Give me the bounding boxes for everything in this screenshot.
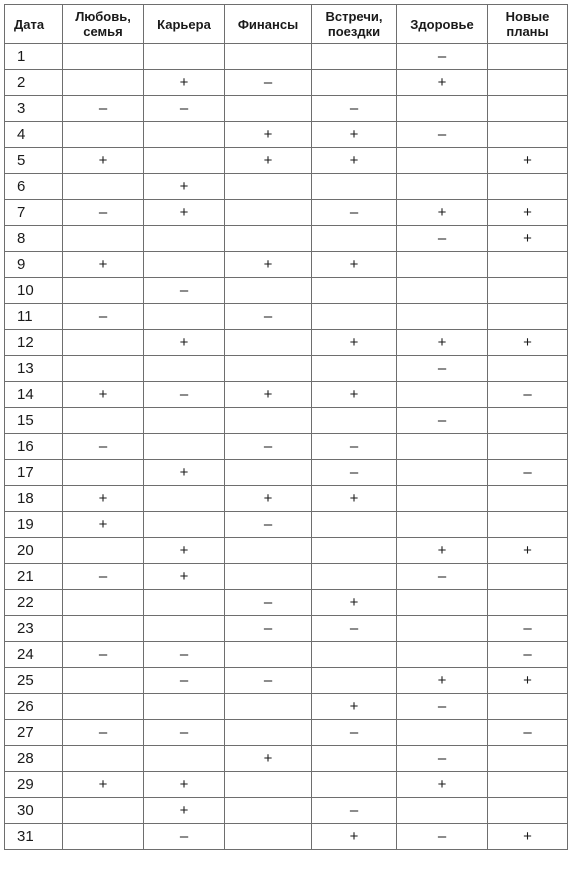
cell-new-plans: + xyxy=(488,824,568,850)
cell-health xyxy=(397,616,488,642)
cell-finance: – xyxy=(225,590,312,616)
cell-new-plans xyxy=(488,278,568,304)
cell-career: + xyxy=(144,174,225,200)
table-row xyxy=(5,564,568,590)
table-row xyxy=(5,798,568,824)
cell-career: + xyxy=(144,538,225,564)
cell-career: – xyxy=(144,96,225,122)
cell-meetings-trips: + xyxy=(312,382,397,408)
cell-career: + xyxy=(144,330,225,356)
cell-finance: + xyxy=(225,122,312,148)
date-cell: 21 xyxy=(5,564,63,590)
cell-love-family xyxy=(63,174,144,200)
date-cell: 10 xyxy=(5,278,63,304)
cell-career xyxy=(144,226,225,252)
cell-meetings-trips: + xyxy=(312,824,397,850)
cell-love-family: – xyxy=(63,642,144,668)
date-cell: 22 xyxy=(5,590,63,616)
cell-finance xyxy=(225,356,312,382)
cell-new-plans: – xyxy=(488,642,568,668)
cell-meetings-trips: – xyxy=(312,720,397,746)
cell-health: + xyxy=(397,668,488,694)
table-body xyxy=(5,44,568,850)
cell-career: + xyxy=(144,564,225,590)
cell-meetings-trips: – xyxy=(312,96,397,122)
cell-meetings-trips: – xyxy=(312,798,397,824)
cell-meetings-trips: + xyxy=(312,486,397,512)
cell-new-plans xyxy=(488,798,568,824)
cell-health xyxy=(397,96,488,122)
cell-finance: + xyxy=(225,252,312,278)
cell-meetings-trips xyxy=(312,408,397,434)
table-row xyxy=(5,434,568,460)
cell-meetings-trips: – xyxy=(312,460,397,486)
cell-finance: – xyxy=(225,70,312,96)
cell-health: – xyxy=(397,746,488,772)
cell-new-plans: – xyxy=(488,460,568,486)
cell-health: – xyxy=(397,824,488,850)
cell-career xyxy=(144,122,225,148)
cell-career: + xyxy=(144,798,225,824)
header-career: Карьера xyxy=(144,5,225,44)
cell-new-plans xyxy=(488,512,568,538)
cell-meetings-trips: + xyxy=(312,590,397,616)
date-cell: 14 xyxy=(5,382,63,408)
cell-career: + xyxy=(144,70,225,96)
cell-new-plans xyxy=(488,304,568,330)
cell-health xyxy=(397,486,488,512)
date-cell: 3 xyxy=(5,96,63,122)
table-row xyxy=(5,408,568,434)
date-cell: 12 xyxy=(5,330,63,356)
cell-finance: + xyxy=(225,486,312,512)
cell-career: – xyxy=(144,824,225,850)
cell-finance xyxy=(225,772,312,798)
date-cell: 2 xyxy=(5,70,63,96)
cell-meetings-trips xyxy=(312,70,397,96)
table-row xyxy=(5,382,568,408)
cell-health: – xyxy=(397,356,488,382)
cell-finance xyxy=(225,96,312,122)
cell-health xyxy=(397,174,488,200)
date-cell: 16 xyxy=(5,434,63,460)
cell-new-plans xyxy=(488,174,568,200)
cell-career: – xyxy=(144,642,225,668)
cell-career xyxy=(144,616,225,642)
cell-new-plans xyxy=(488,694,568,720)
cell-meetings-trips xyxy=(312,512,397,538)
cell-health xyxy=(397,590,488,616)
cell-health: – xyxy=(397,694,488,720)
cell-health xyxy=(397,720,488,746)
cell-finance xyxy=(225,694,312,720)
cell-meetings-trips: + xyxy=(312,694,397,720)
cell-finance xyxy=(225,538,312,564)
cell-health xyxy=(397,798,488,824)
cell-finance: + xyxy=(225,746,312,772)
cell-health xyxy=(397,278,488,304)
cell-meetings-trips: + xyxy=(312,330,397,356)
table-row xyxy=(5,96,568,122)
cell-career xyxy=(144,590,225,616)
cell-love-family xyxy=(63,44,144,70)
cell-career xyxy=(144,44,225,70)
cell-health: – xyxy=(397,564,488,590)
date-cell: 19 xyxy=(5,512,63,538)
cell-finance xyxy=(225,174,312,200)
cell-health: – xyxy=(397,44,488,70)
date-cell: 31 xyxy=(5,824,63,850)
date-cell: 8 xyxy=(5,226,63,252)
cell-love-family: – xyxy=(63,434,144,460)
cell-career xyxy=(144,252,225,278)
cell-health xyxy=(397,304,488,330)
cell-new-plans: + xyxy=(488,538,568,564)
cell-new-plans xyxy=(488,772,568,798)
cell-new-plans: + xyxy=(488,226,568,252)
table-row xyxy=(5,174,568,200)
cell-love-family xyxy=(63,226,144,252)
table-row xyxy=(5,642,568,668)
cell-health xyxy=(397,642,488,668)
cell-finance xyxy=(225,564,312,590)
cell-new-plans: + xyxy=(488,668,568,694)
cell-love-family: + xyxy=(63,382,144,408)
cell-finance: – xyxy=(225,434,312,460)
cell-meetings-trips: – xyxy=(312,616,397,642)
cell-love-family xyxy=(63,668,144,694)
cell-love-family xyxy=(63,694,144,720)
cell-career: – xyxy=(144,668,225,694)
date-cell: 28 xyxy=(5,746,63,772)
cell-new-plans: – xyxy=(488,616,568,642)
cell-health xyxy=(397,512,488,538)
cell-love-family xyxy=(63,538,144,564)
cell-new-plans xyxy=(488,70,568,96)
table-row xyxy=(5,356,568,382)
cell-career xyxy=(144,304,225,330)
cell-health: + xyxy=(397,200,488,226)
cell-health: – xyxy=(397,408,488,434)
cell-meetings-trips xyxy=(312,356,397,382)
table-row xyxy=(5,720,568,746)
cell-love-family xyxy=(63,70,144,96)
cell-meetings-trips xyxy=(312,538,397,564)
table-row xyxy=(5,616,568,642)
cell-finance xyxy=(225,226,312,252)
cell-health: + xyxy=(397,330,488,356)
cell-health xyxy=(397,434,488,460)
cell-love-family: – xyxy=(63,304,144,330)
table-row xyxy=(5,538,568,564)
date-cell: 18 xyxy=(5,486,63,512)
cell-career xyxy=(144,746,225,772)
cell-love-family xyxy=(63,356,144,382)
cell-new-plans: – xyxy=(488,382,568,408)
cell-finance xyxy=(225,278,312,304)
cell-love-family: + xyxy=(63,148,144,174)
date-cell: 29 xyxy=(5,772,63,798)
cell-finance: + xyxy=(225,148,312,174)
cell-career: + xyxy=(144,200,225,226)
cell-health: + xyxy=(397,538,488,564)
table-row xyxy=(5,278,568,304)
cell-new-plans xyxy=(488,486,568,512)
header-row xyxy=(5,5,568,44)
cell-finance: – xyxy=(225,668,312,694)
cell-new-plans xyxy=(488,252,568,278)
table-row xyxy=(5,590,568,616)
table-row xyxy=(5,772,568,798)
header-health: Здоровье xyxy=(397,5,488,44)
cell-new-plans xyxy=(488,434,568,460)
cell-love-family xyxy=(63,460,144,486)
cell-meetings-trips: + xyxy=(312,148,397,174)
cell-new-plans: + xyxy=(488,148,568,174)
cell-new-plans xyxy=(488,96,568,122)
cell-career: – xyxy=(144,382,225,408)
date-cell: 24 xyxy=(5,642,63,668)
date-cell: 23 xyxy=(5,616,63,642)
cell-love-family xyxy=(63,590,144,616)
cell-meetings-trips xyxy=(312,772,397,798)
table-row xyxy=(5,200,568,226)
cell-career xyxy=(144,694,225,720)
cell-health: – xyxy=(397,122,488,148)
cell-finance xyxy=(225,330,312,356)
cell-meetings-trips xyxy=(312,746,397,772)
cell-meetings-trips xyxy=(312,278,397,304)
date-cell: 17 xyxy=(5,460,63,486)
table-header xyxy=(5,5,568,44)
cell-meetings-trips xyxy=(312,304,397,330)
cell-health: + xyxy=(397,772,488,798)
date-cell: 27 xyxy=(5,720,63,746)
cell-new-plans xyxy=(488,356,568,382)
cell-finance xyxy=(225,460,312,486)
cell-meetings-trips xyxy=(312,642,397,668)
header-meetings-trips: Встречи, поездки xyxy=(312,5,397,44)
cell-career xyxy=(144,486,225,512)
cell-love-family: – xyxy=(63,200,144,226)
date-cell: 30 xyxy=(5,798,63,824)
cell-health xyxy=(397,252,488,278)
cell-finance xyxy=(225,642,312,668)
date-cell: 25 xyxy=(5,668,63,694)
cell-finance: – xyxy=(225,304,312,330)
header-finance: Финансы xyxy=(225,5,312,44)
table-row xyxy=(5,512,568,538)
date-cell: 26 xyxy=(5,694,63,720)
cell-meetings-trips: – xyxy=(312,434,397,460)
cell-career xyxy=(144,408,225,434)
date-cell: 13 xyxy=(5,356,63,382)
cell-meetings-trips: – xyxy=(312,200,397,226)
date-cell: 20 xyxy=(5,538,63,564)
table-row xyxy=(5,746,568,772)
cell-health xyxy=(397,460,488,486)
cell-career xyxy=(144,512,225,538)
cell-new-plans: + xyxy=(488,330,568,356)
cell-new-plans xyxy=(488,590,568,616)
cell-love-family: – xyxy=(63,720,144,746)
calendar-table-container xyxy=(4,4,567,850)
cell-love-family xyxy=(63,616,144,642)
date-cell: 6 xyxy=(5,174,63,200)
cell-love-family xyxy=(63,408,144,434)
cell-career: + xyxy=(144,772,225,798)
cell-love-family xyxy=(63,798,144,824)
cell-love-family: + xyxy=(63,252,144,278)
table-row xyxy=(5,70,568,96)
cell-career xyxy=(144,434,225,460)
date-cell: 9 xyxy=(5,252,63,278)
cell-meetings-trips xyxy=(312,44,397,70)
cell-meetings-trips xyxy=(312,226,397,252)
cell-love-family: – xyxy=(63,564,144,590)
date-cell: 4 xyxy=(5,122,63,148)
date-cell: 7 xyxy=(5,200,63,226)
cell-new-plans: – xyxy=(488,720,568,746)
cell-new-plans xyxy=(488,746,568,772)
cell-finance xyxy=(225,200,312,226)
table-row xyxy=(5,694,568,720)
cell-meetings-trips xyxy=(312,174,397,200)
table-row xyxy=(5,304,568,330)
table-row xyxy=(5,824,568,850)
cell-health: + xyxy=(397,70,488,96)
header-love-family: Любовь, семья xyxy=(63,5,144,44)
table-row xyxy=(5,148,568,174)
cell-career xyxy=(144,356,225,382)
cell-finance: – xyxy=(225,616,312,642)
cell-love-family xyxy=(63,278,144,304)
table-row xyxy=(5,668,568,694)
header-date: Дата xyxy=(5,5,63,44)
cell-love-family xyxy=(63,122,144,148)
cell-new-plans: + xyxy=(488,200,568,226)
cell-career: – xyxy=(144,278,225,304)
table-row xyxy=(5,44,568,70)
cell-love-family: + xyxy=(63,512,144,538)
cell-finance: + xyxy=(225,382,312,408)
cell-health: – xyxy=(397,226,488,252)
header-new-plans: Новые планы xyxy=(488,5,568,44)
cell-love-family: + xyxy=(63,486,144,512)
table-row xyxy=(5,330,568,356)
cell-health xyxy=(397,382,488,408)
cell-finance xyxy=(225,408,312,434)
cell-meetings-trips: + xyxy=(312,122,397,148)
cell-new-plans xyxy=(488,44,568,70)
date-cell: 11 xyxy=(5,304,63,330)
cell-health xyxy=(397,148,488,174)
cell-meetings-trips xyxy=(312,668,397,694)
cell-career: – xyxy=(144,720,225,746)
cell-love-family: – xyxy=(63,96,144,122)
cell-finance xyxy=(225,720,312,746)
cell-finance xyxy=(225,798,312,824)
calendar-table xyxy=(4,4,568,850)
cell-new-plans xyxy=(488,122,568,148)
table-row xyxy=(5,486,568,512)
cell-finance xyxy=(225,44,312,70)
table-row xyxy=(5,460,568,486)
cell-career xyxy=(144,148,225,174)
cell-finance: – xyxy=(225,512,312,538)
cell-love-family xyxy=(63,746,144,772)
cell-new-plans xyxy=(488,408,568,434)
cell-finance xyxy=(225,824,312,850)
date-cell: 15 xyxy=(5,408,63,434)
cell-love-family xyxy=(63,330,144,356)
date-cell: 1 xyxy=(5,44,63,70)
table-row xyxy=(5,122,568,148)
cell-career: + xyxy=(144,460,225,486)
table-row xyxy=(5,252,568,278)
cell-meetings-trips xyxy=(312,564,397,590)
table-row xyxy=(5,226,568,252)
cell-love-family xyxy=(63,824,144,850)
cell-meetings-trips: + xyxy=(312,252,397,278)
date-cell: 5 xyxy=(5,148,63,174)
cell-new-plans xyxy=(488,564,568,590)
cell-love-family: + xyxy=(63,772,144,798)
